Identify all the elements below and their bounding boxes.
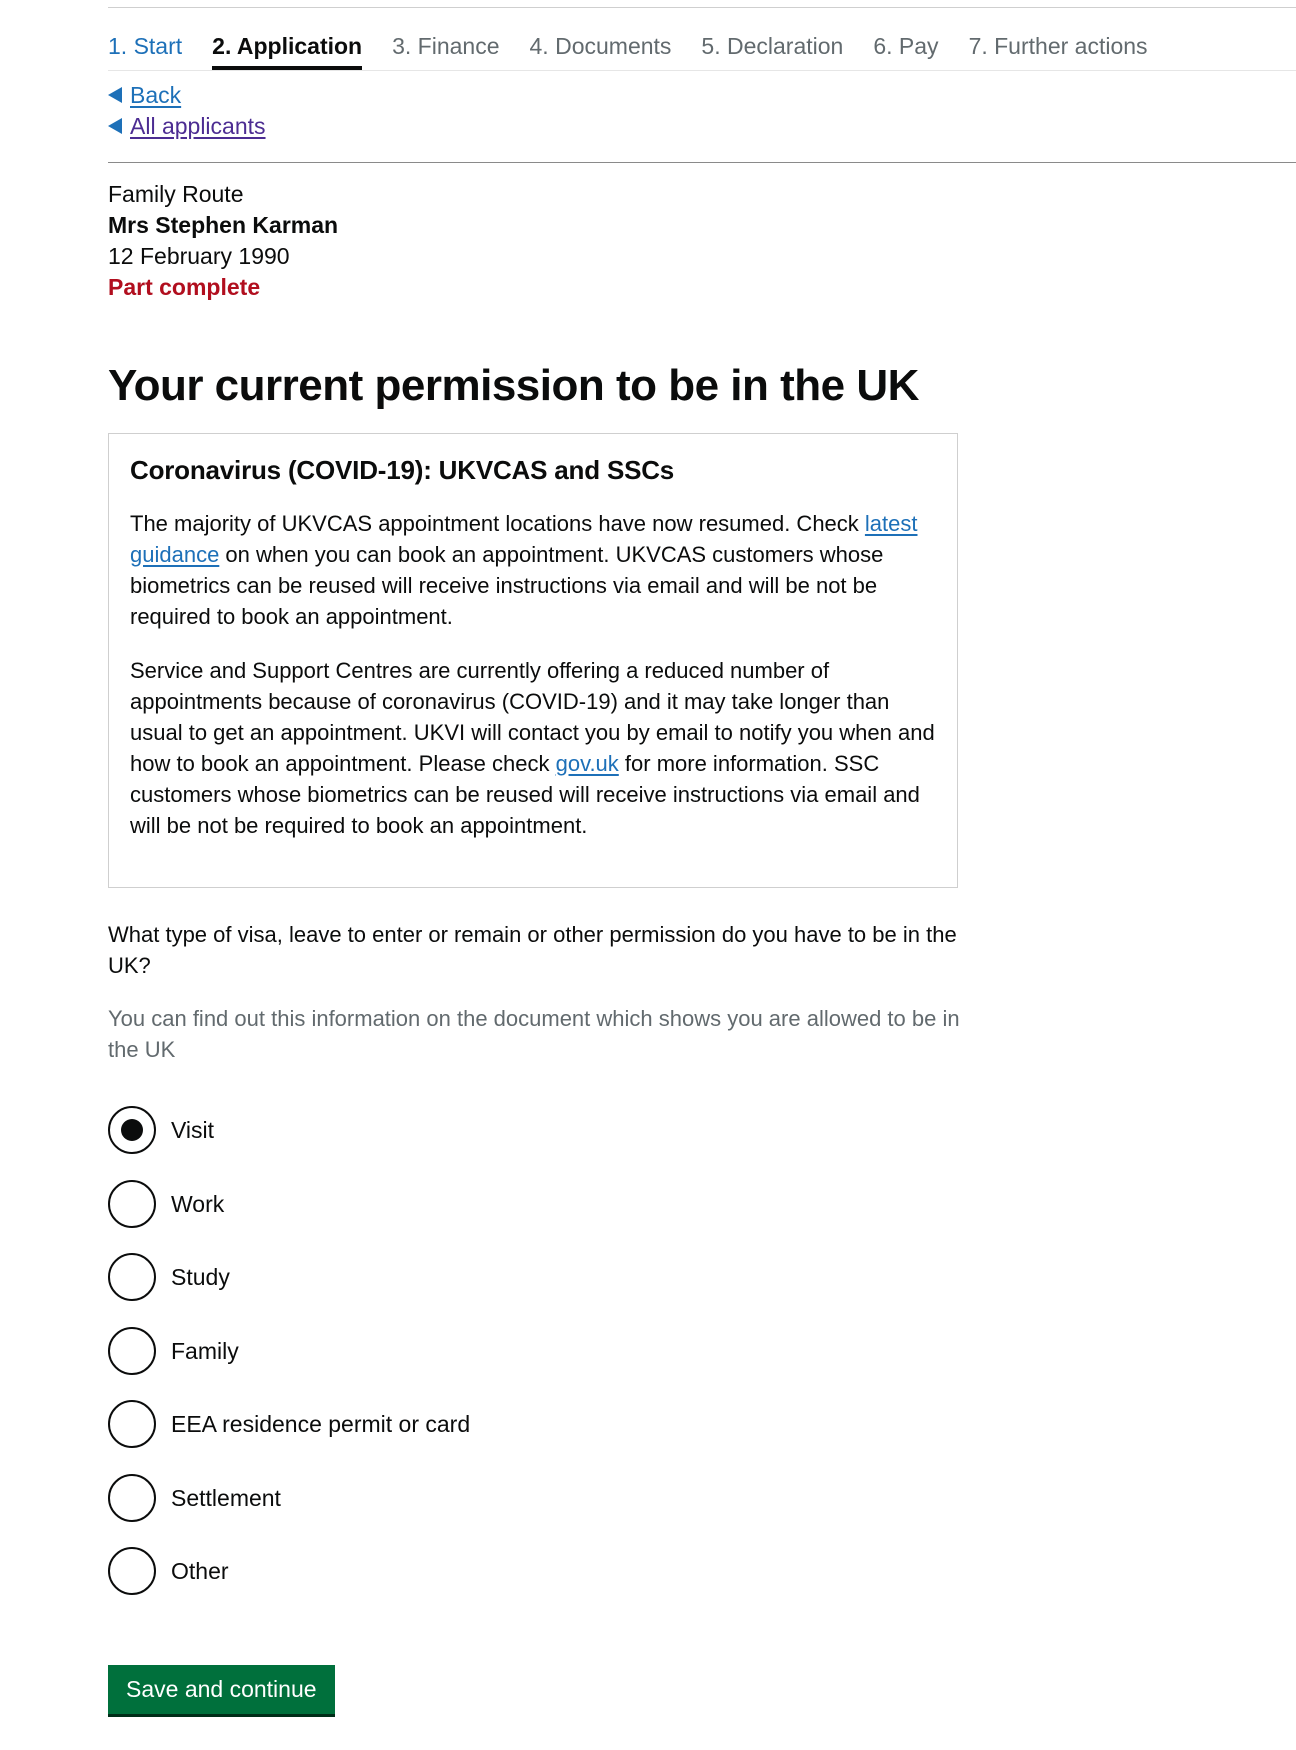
application-route: Family Route (108, 181, 244, 207)
radio-label[interactable]: EEA residence permit or card (171, 1411, 471, 1437)
back-triangle-icon (108, 87, 122, 103)
all-applicants-link-row (108, 112, 266, 140)
radio-family[interactable] (108, 1327, 470, 1375)
radio-label[interactable]: Family (171, 1337, 239, 1364)
question-hint: You can find out this information on the document which shows you are allowed to be in the UK (108, 1006, 960, 1062)
radio-study[interactable] (108, 1253, 470, 1301)
radio-label[interactable]: Other (171, 1558, 229, 1584)
step-further-actions[interactable]: 7. Further actions (968, 33, 1148, 59)
step-finance[interactable]: 3. Finance (392, 33, 500, 59)
radio-selected-dot (121, 1119, 143, 1141)
covid-notice-panel (108, 433, 958, 888)
radio-button[interactable] (108, 1400, 156, 1448)
applicant-name: Mrs Stephen Karman (108, 212, 339, 238)
steps-divider (108, 70, 1296, 71)
notice-paragraph-1: The majority of UKVCAS appointment locations have now resumed. Check latest guidance on when you can book an appointment. UKVCAS customers whose biometrics can be reused will receive instructions via email and will be not be required to book an appointment. (130, 511, 918, 629)
applicant-dob: 12 February 1990 (108, 243, 290, 269)
radio-label[interactable]: Study (171, 1264, 230, 1290)
radio-button[interactable] (108, 1180, 156, 1228)
progress-steps (108, 30, 1178, 71)
radio-settlement[interactable] (108, 1474, 470, 1522)
radio-button[interactable] (108, 1253, 156, 1301)
radio-button[interactable] (108, 1547, 156, 1595)
gov-uk-link[interactable]: gov.uk (555, 751, 619, 776)
radio-visit[interactable] (108, 1106, 470, 1154)
back-triangle-icon (108, 118, 122, 134)
save-and-continue-button[interactable]: Save and continue (108, 1665, 335, 1714)
step-start[interactable]: 1. Start (108, 33, 183, 59)
radio-label[interactable]: Visit (171, 1117, 215, 1143)
all-applicants-link[interactable]: All applicants (130, 113, 266, 139)
radio-button[interactable] (108, 1474, 156, 1522)
radio-label[interactable]: Settlement (171, 1484, 281, 1511)
step-declaration[interactable]: 5. Declaration (701, 33, 844, 59)
step-documents[interactable]: 4. Documents (529, 33, 672, 59)
question-label: What type of visa, leave to enter or remain or other permission do you have to be in the UK? (108, 922, 957, 978)
notice-paragraph-2: Service and Support Centres are currently offering a reduced number of appointments because of coronavirus (COVID-19) and it may take longer than usual to get an appointment. UKVI will contact you by email to notify you when and how to book an appointment. Please check gov.uk for more information. SSC customers whose biometrics can be reused will receive instructions via email and will be not be required to book an appointment. (130, 658, 935, 838)
radio-button[interactable] (108, 1106, 156, 1154)
radio-other[interactable] (108, 1547, 470, 1595)
step-application[interactable]: 2. Application (212, 30, 362, 71)
section-divider (108, 162, 1296, 163)
step-pay[interactable]: 6. Pay (873, 33, 939, 59)
back-link[interactable]: Back (130, 82, 182, 108)
page-title: Your current permission to be in the UK (108, 361, 919, 410)
permission-type-radios (108, 1106, 470, 1621)
status-badge: Part complete (108, 274, 261, 300)
radio-label[interactable]: Work (171, 1190, 225, 1217)
notice-heading: Coronavirus (COVID-19): UKVCAS and SSCs (130, 455, 675, 485)
radio-work[interactable] (108, 1180, 470, 1228)
radio-button[interactable] (108, 1327, 156, 1375)
latest-guidance-link[interactable]: latest guidance (130, 511, 918, 567)
back-link-row (108, 81, 181, 109)
top-divider (108, 7, 1296, 8)
applicant-summary (108, 179, 338, 303)
radio-eea-residence[interactable] (108, 1400, 470, 1448)
